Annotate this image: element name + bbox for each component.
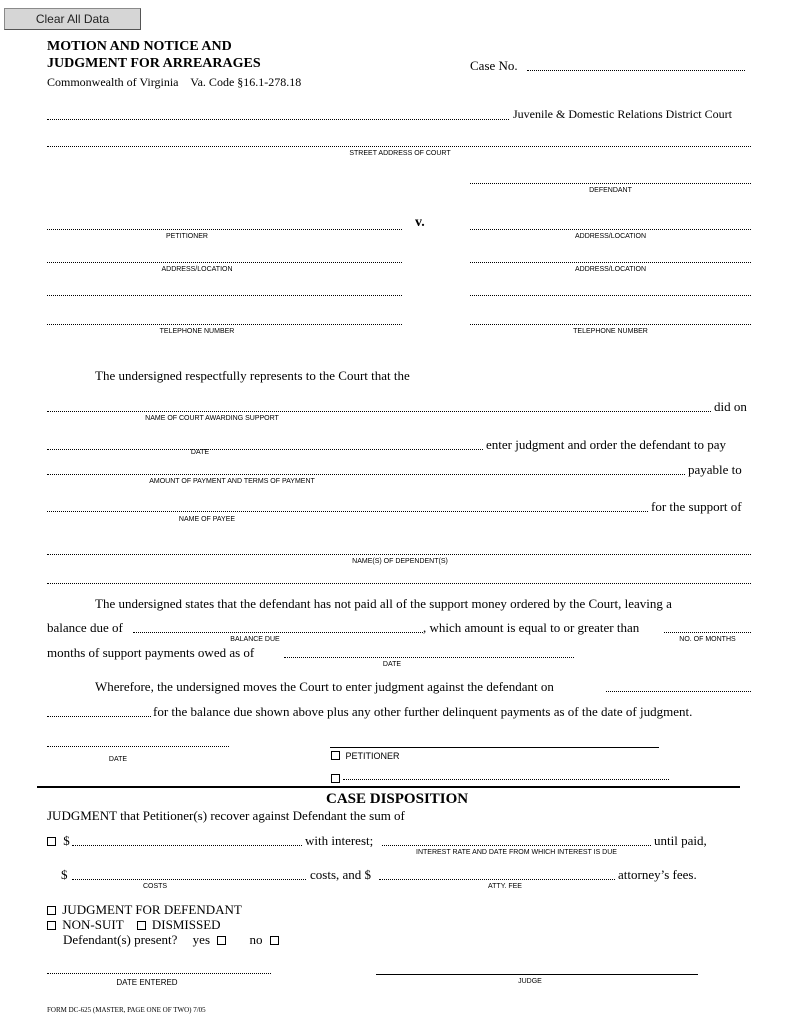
judgment-petitioner-checkbox[interactable] xyxy=(47,837,56,846)
form-subtitle: Commonwealth of Virginia Va. Code §16.1-278.18 xyxy=(47,75,302,89)
no-label: no xyxy=(249,932,263,947)
defendant-address-field-2[interactable] xyxy=(470,262,751,263)
no-of-months-label: NO. OF MONTHS xyxy=(679,636,736,643)
petitioner-address-field[interactable] xyxy=(47,262,402,263)
form-id: FORM DC-625 (MASTER, PAGE ONE OF TWO) 7/05 xyxy=(47,1006,206,1014)
payment-amount-field[interactable] xyxy=(47,474,685,475)
court-awarding-field[interactable] xyxy=(47,411,711,412)
street-address-label: STREET ADDRESS OF COURT xyxy=(349,150,451,157)
defendant-telephone-field[interactable] xyxy=(470,324,751,325)
petitioner-name-field[interactable] xyxy=(47,229,402,230)
months-owed-text: months of support payments owed as of xyxy=(47,645,255,660)
defendant-address-field-1[interactable] xyxy=(470,229,751,230)
atty-fee-field[interactable] xyxy=(379,879,615,880)
atty-fee-label: ATTY. FEE xyxy=(488,883,522,890)
defendant-telephone-label: TELEPHONE NUMBER xyxy=(573,328,648,335)
case-no-label: Case No. xyxy=(470,58,518,73)
dependents-field-2[interactable] xyxy=(47,583,751,584)
section-divider xyxy=(37,786,740,788)
other-signer-option xyxy=(331,769,340,787)
case-no-field[interactable] xyxy=(527,70,745,71)
which-amount-text: , which amount is equal to or greater than xyxy=(423,620,640,635)
petitioner-telephone-field[interactable] xyxy=(47,324,402,325)
interest-label: INTEREST RATE AND DATE FROM WHICH INTEREST IS DUE xyxy=(416,849,617,856)
no-checkbox[interactable] xyxy=(270,936,279,945)
defendant-address-field-3[interactable] xyxy=(470,295,751,296)
yes-checkbox[interactable] xyxy=(217,936,226,945)
balance-due-label: BALANCE DUE xyxy=(230,636,280,643)
dismissed-label: DISMISSED xyxy=(151,917,221,932)
payee-name-field[interactable] xyxy=(47,511,648,512)
court-awarding-label: NAME OF COURT AWARDING SUPPORT xyxy=(145,415,279,422)
signature-date-field[interactable] xyxy=(47,746,229,747)
petitioner-checkbox[interactable] xyxy=(331,751,340,760)
date-entered-field[interactable] xyxy=(47,973,271,974)
judge-signature-line[interactable] xyxy=(376,974,698,975)
yes-label: yes xyxy=(192,932,211,947)
court-address-field[interactable] xyxy=(47,146,751,147)
clear-all-data-button[interactable]: Clear All Data xyxy=(4,8,141,30)
non-suit-label: NON-SUIT xyxy=(62,917,124,932)
court-city-field[interactable] xyxy=(47,119,509,120)
judgment-date-field[interactable] xyxy=(606,691,751,692)
defendant-address-label-1: ADDRESS/LOCATION xyxy=(574,233,647,240)
months-owed-date-label: DATE xyxy=(382,661,402,668)
petitioner-telephone-label: TELEPHONE NUMBER xyxy=(159,328,235,335)
for-balance-text: for the balance due shown above plus any other further delinquent payments as of the date of judgment. xyxy=(153,704,693,719)
petitioner-option-label: PETITIONER xyxy=(345,751,400,761)
until-paid-text: until paid, xyxy=(654,833,707,848)
costs-label: COSTS xyxy=(142,883,168,890)
versus-text: v. xyxy=(415,215,425,230)
enter-judgment-text: enter judgment and order the defendant to pay xyxy=(486,437,727,452)
not-paid-text: The undersigned states that the defendant has not paid all of the support money ordered by the Court, leaving a xyxy=(95,596,672,611)
petitioner-address-label: ADDRESS/LOCATION xyxy=(161,266,233,273)
judgment-that-text: JUDGMENT that Petitioner(s) recover against Defendant the sum of xyxy=(47,808,405,823)
judgment-date-field-2[interactable] xyxy=(47,716,151,717)
date-entered-label: DATE ENTERED xyxy=(116,978,178,987)
non-suit-row xyxy=(47,917,221,933)
attorneys-fees-text: attorney’s fees. xyxy=(618,867,697,882)
form-title-line2: JUDGMENT FOR ARREARAGES xyxy=(47,56,261,71)
dependents-field-1[interactable] xyxy=(47,554,751,555)
other-signer-checkbox[interactable] xyxy=(331,774,340,783)
case-disposition-heading: CASE DISPOSITION xyxy=(326,791,469,807)
petitioner-option xyxy=(331,751,400,761)
judgment-for-defendant-checkbox[interactable] xyxy=(47,906,56,915)
form-title-line1: MOTION AND NOTICE AND xyxy=(47,39,232,54)
non-suit-checkbox[interactable] xyxy=(47,921,56,930)
dismissed-checkbox[interactable] xyxy=(137,921,146,930)
no-of-months-field[interactable] xyxy=(664,632,751,633)
costs-text: costs, and $ xyxy=(310,867,372,882)
judgment-for-defendant-label: JUDGMENT FOR DEFENDANT xyxy=(62,902,242,917)
court-name: Juvenile & Domestic Relations District Court xyxy=(513,107,732,121)
dollar-sign: $ xyxy=(63,833,70,848)
interest-field[interactable] xyxy=(382,845,651,846)
for-support-of-text: for the support of xyxy=(651,499,742,514)
motion-intro: The undersigned respectfully represents to the Court that the xyxy=(95,368,410,383)
signature-date-label: DATE xyxy=(108,756,128,763)
defendant-address-label-2: ADDRESS/LOCATION xyxy=(574,266,647,273)
balance-due-of-text: balance due of xyxy=(47,620,123,635)
months-owed-date-field[interactable] xyxy=(284,657,574,658)
balance-due-field[interactable] xyxy=(133,632,423,633)
defendant-present-label: Defendant(s) present? xyxy=(63,932,178,947)
costs-dollar-sign: $ xyxy=(61,867,68,882)
wherefore-text: Wherefore, the undersigned moves the Court to enter judgment against the defendant on xyxy=(95,679,554,694)
judgment-amount-field[interactable] xyxy=(72,845,302,846)
costs-field[interactable] xyxy=(72,879,306,880)
order-date-field[interactable] xyxy=(47,449,483,450)
defendant-label: DEFENDANT xyxy=(589,187,632,194)
other-signer-field[interactable] xyxy=(343,779,669,780)
judgment-for-defendant-row xyxy=(47,902,242,918)
dependents-label: NAME(S) OF DEPENDENT(S) xyxy=(352,558,448,565)
order-date-label: DATE xyxy=(190,449,210,456)
defendant-name-field[interactable] xyxy=(470,183,751,184)
defendant-present-row xyxy=(63,932,279,948)
payment-amount-label: AMOUNT OF PAYMENT AND TERMS OF PAYMENT xyxy=(149,478,315,485)
judgment-amount-row xyxy=(47,833,70,849)
did-on-text: did on xyxy=(714,399,747,414)
with-interest-text: with interest; xyxy=(305,833,374,848)
petitioner-label: PETITIONER xyxy=(165,233,208,240)
payee-name-label: NAME OF PAYEE xyxy=(178,516,236,523)
petitioner-address-field-2[interactable] xyxy=(47,295,402,296)
payable-to-text: payable to xyxy=(688,462,742,477)
signature-line[interactable] xyxy=(330,747,659,748)
judge-label: JUDGE xyxy=(518,978,542,985)
